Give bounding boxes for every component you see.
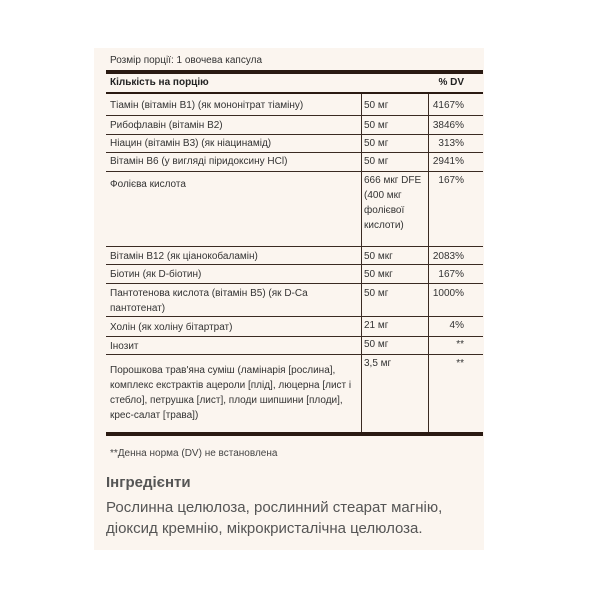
row-divider: [106, 171, 483, 172]
nutrient-dv: 167%: [438, 269, 464, 280]
nutrient-name: Рибофлавін (вітамін B2): [110, 120, 223, 131]
nutrient-name: Пантотенова кислота (вітамін B5) (як D-Ca пантотенат): [110, 288, 308, 314]
row-divider: [106, 264, 483, 265]
nutrient-amount: 50 мкг: [364, 251, 393, 262]
bottom-thick-rule: [106, 432, 483, 436]
nutrient-name: Холін (як холіну бітартрат): [110, 322, 233, 333]
nutrient-dv: 313%: [438, 138, 464, 149]
row-divider: [106, 354, 483, 355]
nutrient-amount: 50 мг: [364, 138, 389, 149]
nutrient-dv: 4%: [449, 320, 464, 331]
nutrient-dv: 2941%: [432, 156, 464, 167]
ingredients-text: Рослинна целюлоза, рослинний стеарат магнію, діоксид кремнію, мікрокристалічна целюлоза.: [106, 499, 443, 537]
nutrient-amount: 50 мг: [364, 156, 389, 167]
column-divider-amount: [361, 94, 362, 432]
nutrient-dv: 1000%: [432, 288, 464, 299]
nutrient-amount: 50 мкг: [364, 269, 393, 280]
nutrient-amount: 21 мг: [364, 320, 389, 331]
nutrient-name: Інозит: [110, 341, 139, 352]
header-dv: % DV: [438, 77, 464, 88]
nutrient-dv: 167%: [438, 175, 464, 186]
nutrient-name: Порошкова трав'яна суміш (ламінарія [рослина], комплекс екстрактів ацероли [плід], люцерна [лист і стебло], петрушка [лист], плоди шипшини [плоди], крес-салат [трава]): [110, 365, 352, 421]
row-divider: [106, 316, 483, 317]
nutrient-name: Вітамін B6 (у вигляді піридоксину HCl): [110, 156, 288, 167]
row-divider: [106, 246, 483, 247]
nutrient-dv: 4167%: [432, 100, 464, 111]
nutrient-name: Тіамін (вітамін B1) (як мононітрат тіаміну): [110, 100, 304, 111]
header-amount: Кількість на порцію: [110, 77, 209, 88]
nutrient-name: Біотин (як D-біотин): [110, 269, 202, 280]
row-divider: [106, 152, 483, 153]
top-thick-rule: [106, 70, 483, 74]
ingredients-title: Інгредієнти: [106, 474, 191, 491]
footnote: **Денна норма (DV) не встановлена: [110, 448, 278, 459]
row-divider: [106, 283, 483, 284]
row-divider: [106, 115, 483, 116]
nutrient-name: Вітамін B12 (як ціанокобаламін): [110, 251, 258, 262]
nutrient-dv: **: [456, 358, 464, 369]
serving-size: Розмір порції: 1 овочева капсула: [110, 55, 263, 66]
nutrient-dv: 3846%: [432, 120, 464, 131]
nutrient-amount: 50 мг: [364, 100, 389, 111]
nutrient-amount: 50 мг: [364, 120, 389, 131]
nutrient-dv: **: [456, 339, 464, 350]
nutrient-amount: 3,5 мг: [364, 358, 392, 369]
nutrient-dv: 2083%: [432, 251, 464, 262]
nutrient-amount: 666 мкг DFE (400 мкг фолієвої кислоти): [364, 175, 422, 231]
nutrient-amount: 50 мг: [364, 339, 389, 350]
row-divider: [106, 134, 483, 135]
nutrient-amount: 50 мг: [364, 288, 389, 299]
nutrient-name: Фолієва кислота: [110, 179, 186, 190]
nutrient-name: Ніацин (вітамін B3) (як ніацинамід): [110, 138, 272, 149]
header-rule: [106, 92, 483, 94]
